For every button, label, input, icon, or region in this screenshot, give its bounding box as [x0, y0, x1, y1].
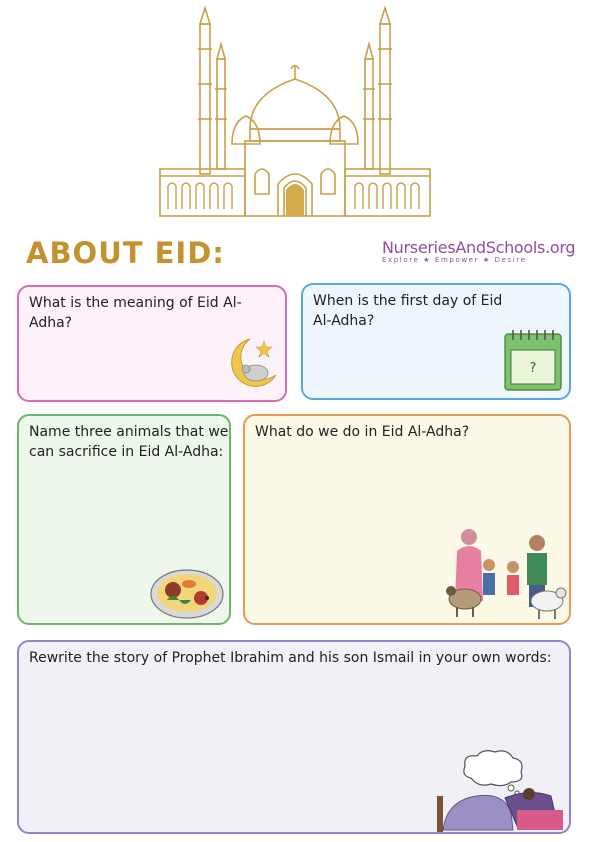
question-box-story[interactable]	[17, 640, 571, 834]
family-with-sheep-icon	[443, 521, 569, 621]
question-text: What do we do in Eid Al-Adha?	[255, 424, 470, 440]
question-box-animals[interactable]	[17, 414, 231, 625]
question-text: Name three animals that we can sacrifice in Eid Al-Adha:	[29, 424, 229, 460]
question-box-what-do[interactable]	[243, 414, 571, 625]
food-platter-icon	[149, 564, 227, 620]
question-text: Rewrite the story of Prophet Ibrahim and his son Ismail in your own words:	[29, 650, 552, 666]
calendar-icon	[503, 328, 565, 394]
question-box-first-day[interactable]	[301, 283, 571, 400]
brand-name: NurseriesAndSchools.org	[382, 238, 576, 257]
crescent-moon-icon	[224, 335, 284, 389]
page-title: ABOUT EID:	[26, 236, 225, 270]
question-text: What is the meaning of Eid Al-Adha?	[29, 295, 242, 331]
brand-tagline: Explore ★ Empower ★ Desire	[382, 256, 527, 264]
question-box-meaning[interactable]	[17, 285, 287, 402]
calendar-mark: ?	[529, 361, 537, 376]
question-text: When is the first day of Eid Al-Adha?	[313, 293, 503, 329]
sleeping-figure-icon	[433, 782, 569, 832]
brand-logo	[382, 238, 576, 264]
mosque-illustration	[150, 4, 440, 218]
